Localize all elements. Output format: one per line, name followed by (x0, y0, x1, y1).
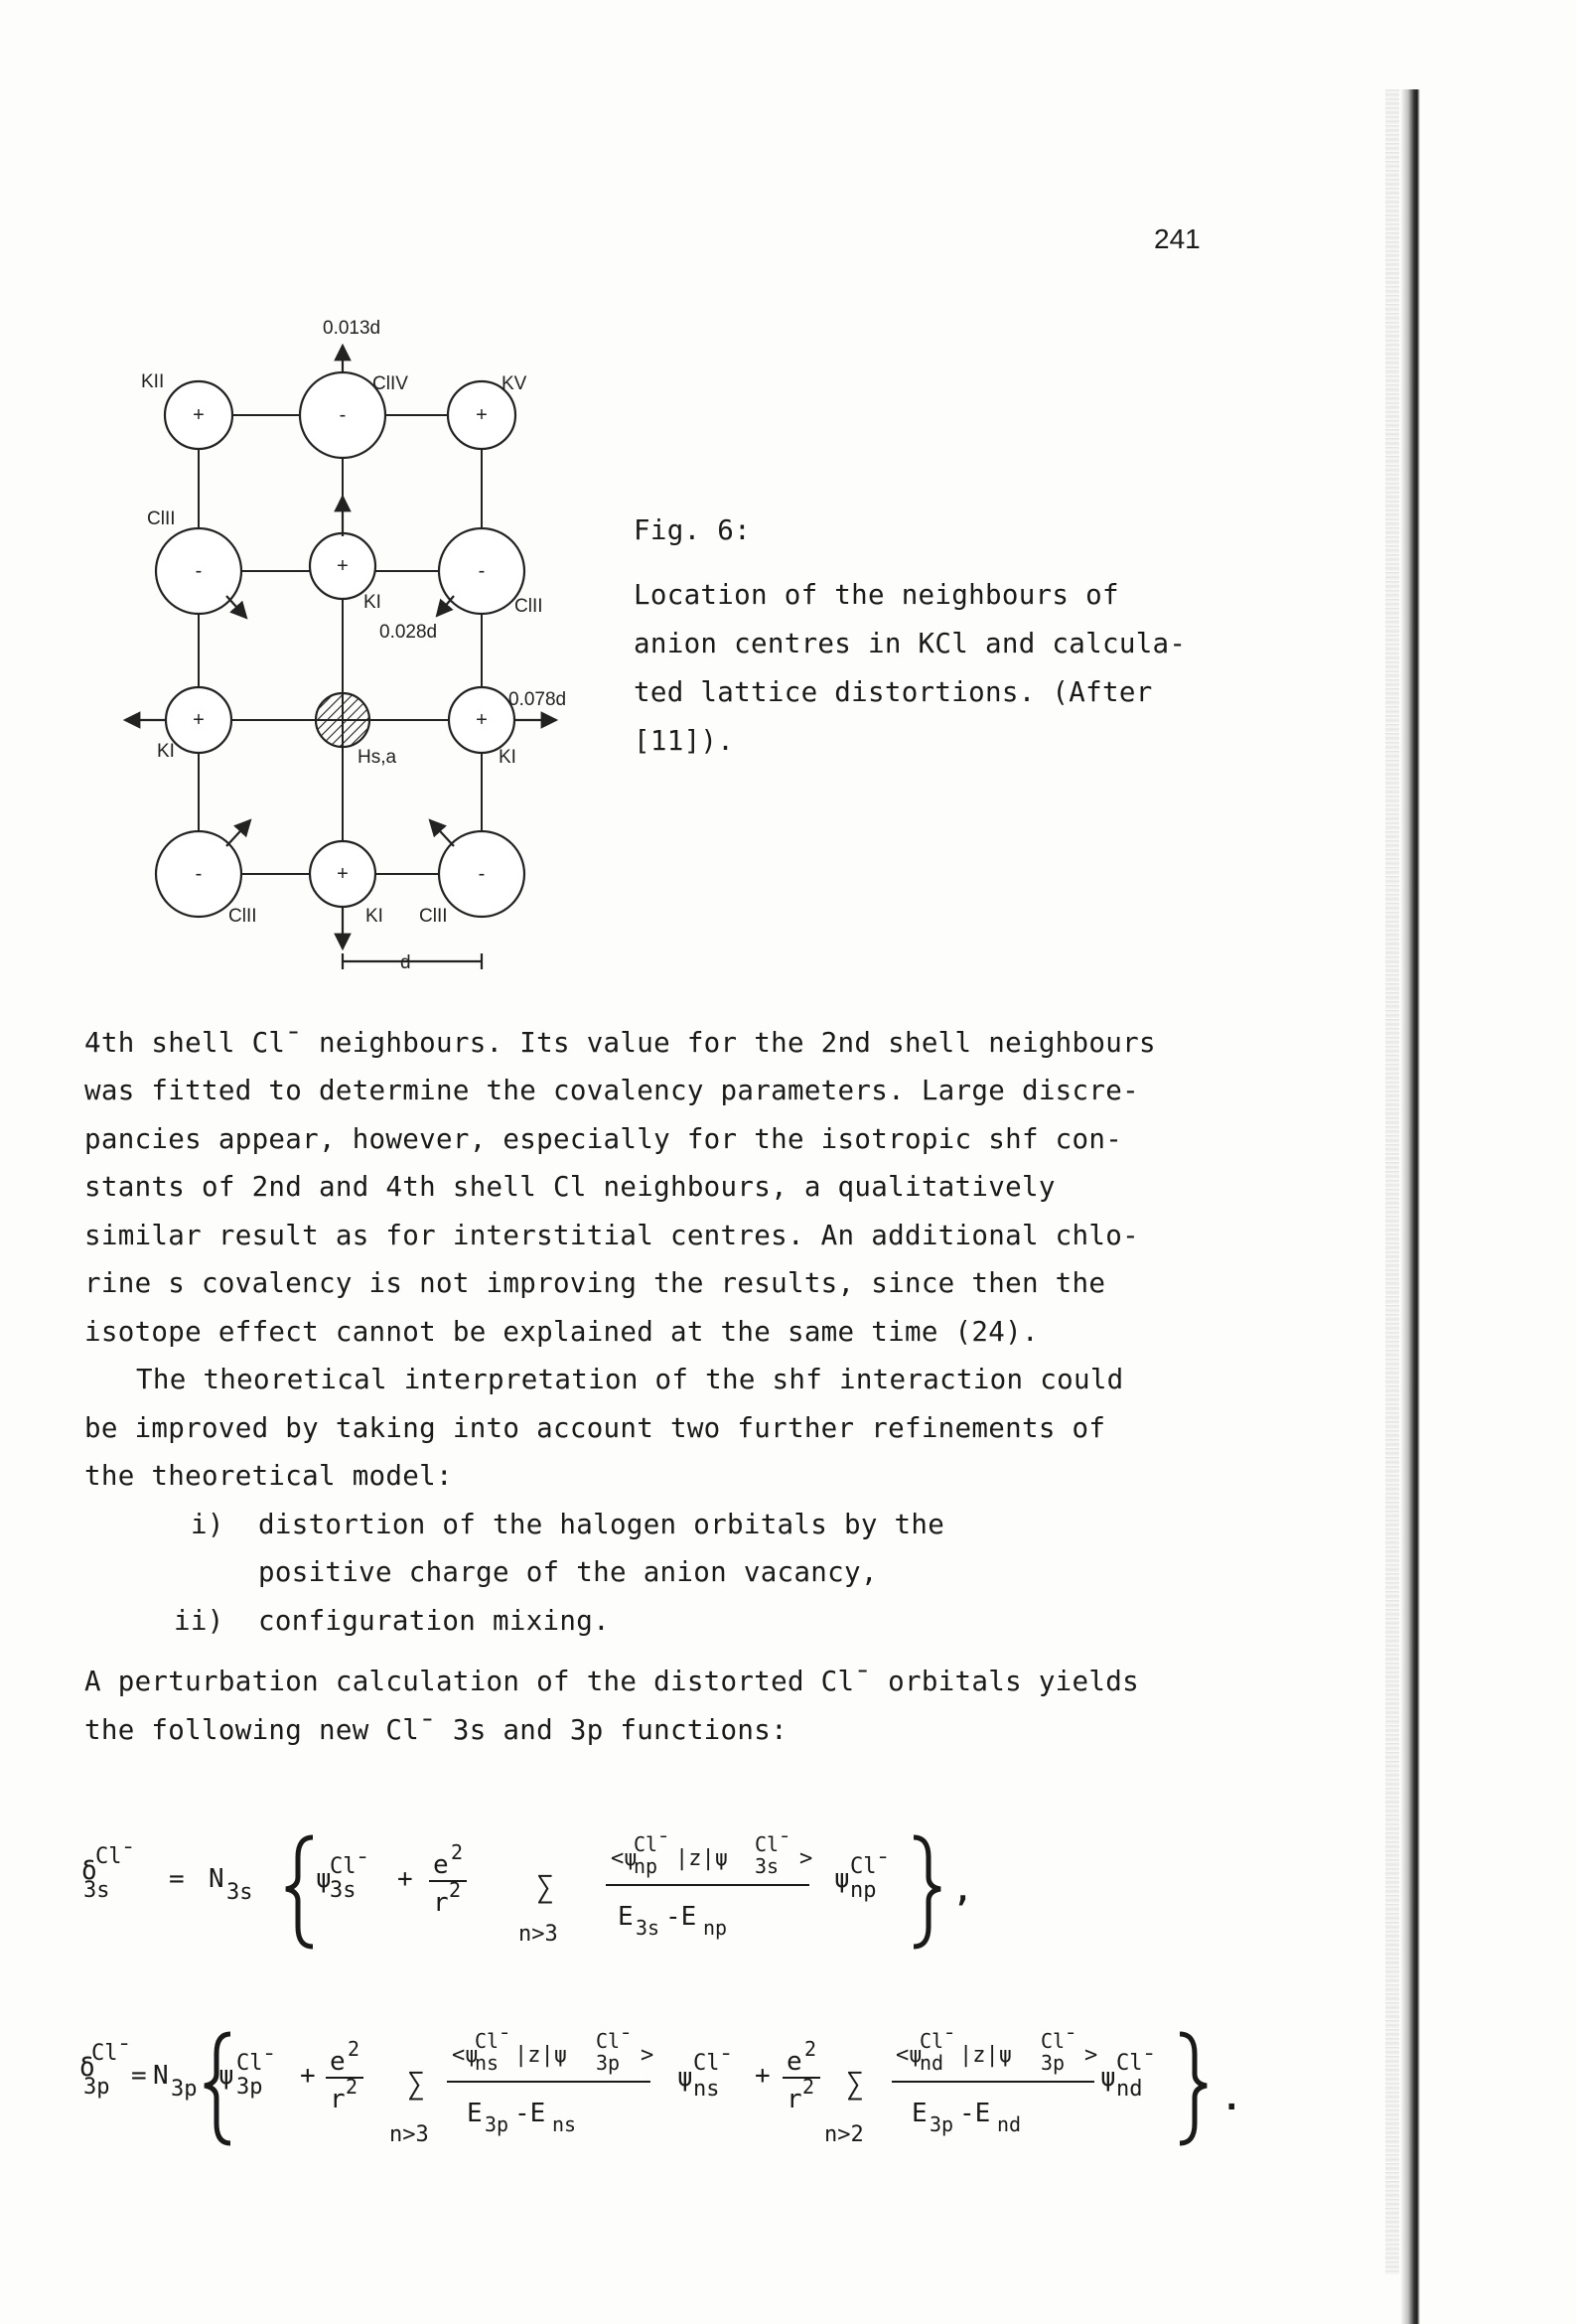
svg-text:>: > (799, 1846, 813, 1871)
svg-text:nd: nd (997, 2112, 1022, 2136)
scan-edge-shadow (1400, 89, 1420, 2324)
svg-text:3s: 3s (83, 1878, 110, 1903)
svg-text:=: = (131, 2061, 147, 2091)
label-top-displacement: 0.013d (323, 318, 381, 339)
list-item-line: distortion of the halogen orbitals by the (258, 1509, 945, 1540)
label-cl-left: ClII (147, 508, 176, 529)
figure-caption-line: ted lattice distortions. (After (634, 676, 1153, 708)
svg-text:E: E (467, 2099, 483, 2128)
svg-text:-E: -E (959, 2099, 991, 2128)
svg-text:np: np (850, 1878, 877, 1903)
svg-text:Cl¯: Cl¯ (91, 2041, 131, 2066)
svg-text:np: np (634, 1854, 658, 1878)
svg-text:ψ: ψ (316, 1864, 332, 1894)
brace-right (914, 1837, 940, 1947)
svg-text:Cl¯: Cl¯ (236, 2051, 276, 2076)
paragraph-line: similar result as for interstitial centres. An additional chlo- (84, 1220, 1139, 1251)
svg-text:n>3: n>3 (518, 1922, 558, 1947)
svg-text:3s: 3s (226, 1880, 253, 1905)
sign-minus: - (478, 560, 486, 582)
svg-text:-E: -E (514, 2099, 546, 2128)
svg-text:r: r (330, 2085, 346, 2114)
label-k-right: KI (499, 747, 516, 768)
label-k-inner: KI (363, 592, 381, 613)
svg-text:>: > (641, 2043, 654, 2068)
sign-minus: - (339, 404, 347, 426)
paragraph-line: stants of 2nd and 4th shell Cl neighbours, a qualitatively (84, 1171, 1056, 1203)
list-marker: ii) (174, 1605, 224, 1637)
svg-text:e: e (330, 2047, 346, 2077)
label-cl-top: ClIV (372, 373, 408, 394)
paragraph-line: was fitted to determine the covalency parameters. Large discre- (84, 1075, 1139, 1106)
label-k-top-right: KV (501, 373, 527, 394)
svg-text:e: e (433, 1850, 449, 1880)
svg-text:-E: -E (665, 1902, 697, 1932)
sign-plus: + (193, 709, 205, 731)
svg-text:2: 2 (804, 2037, 817, 2061)
svg-text:>: > (1084, 2043, 1098, 2068)
svg-text:Cl¯: Cl¯ (850, 1854, 890, 1879)
svg-text:ns: ns (693, 2077, 720, 2102)
lattice-figure (119, 298, 626, 993)
svg-text:3p: 3p (83, 2075, 110, 2100)
sign-plus: + (476, 709, 488, 731)
svg-text:δ: δ (81, 1856, 97, 1886)
svg-text:3p: 3p (1041, 2051, 1066, 2075)
svg-text:∑: ∑ (536, 1870, 555, 1905)
paragraph-line: pancies appear, however, especially for the isotropic shf con- (84, 1123, 1123, 1155)
svg-text:δ: δ (79, 2053, 95, 2083)
arrow-cl-bottom-left (226, 820, 250, 846)
svg-text:|z|ψ: |z|ψ (514, 2043, 567, 2068)
svg-text:=: = (169, 1864, 185, 1894)
ion-center-vacancy (316, 693, 369, 747)
figure-caption-line: anion centres in KCl and calcula- (634, 628, 1187, 659)
svg-text:Cl¯: Cl¯ (634, 1832, 670, 1856)
svg-text:3s: 3s (330, 1878, 357, 1903)
label-k-bottom: KI (365, 906, 383, 927)
svg-text:n>3: n>3 (389, 2122, 429, 2147)
label-cl-bottom-left: ClII (228, 906, 257, 927)
svg-text:2: 2 (348, 2037, 360, 2061)
svg-text:np: np (703, 1916, 728, 1940)
svg-text:r: r (433, 1888, 449, 1918)
svg-text:|z|ψ: |z|ψ (959, 2043, 1012, 2068)
svg-text:2: 2 (449, 1878, 462, 1902)
arrow-cl-left (226, 596, 246, 618)
svg-text:N: N (209, 1864, 224, 1894)
brace-right (1180, 2034, 1207, 2143)
svg-text:3p: 3p (485, 2112, 509, 2136)
svg-text:∑: ∑ (407, 2067, 426, 2102)
figure-caption-line: Location of the neighbours of (634, 579, 1119, 611)
svg-text:<ψ: <ψ (452, 2043, 479, 2068)
svg-text:3p: 3p (930, 2112, 954, 2136)
svg-text:3s: 3s (755, 1854, 780, 1878)
sign-plus: + (193, 404, 205, 426)
svg-text:Cl¯: Cl¯ (920, 2029, 956, 2053)
list-item-line: configuration mixing. (258, 1605, 610, 1637)
svg-text:Cl¯: Cl¯ (1116, 2051, 1156, 2076)
equation-delta-3s (70, 1798, 1063, 1966)
svg-text:N: N (153, 2061, 169, 2091)
svg-text:e: e (787, 2047, 802, 2077)
svg-text:3p: 3p (171, 2077, 198, 2102)
svg-text:Cl¯: Cl¯ (1041, 2029, 1077, 2053)
list-marker: i) (191, 1509, 224, 1540)
paragraph-line: 4th shell Cl¯ neighbours. Its value for the 2nd shell neighbours (84, 1027, 1156, 1059)
paragraph-line: The theoretical interpretation of the shf interaction could (136, 1364, 1124, 1395)
arrow-cl-right (437, 596, 454, 616)
label-right-displacement: 0.078d (508, 689, 567, 710)
svg-text:Cl¯: Cl¯ (475, 2029, 511, 2053)
svg-text:Cl¯: Cl¯ (95, 1844, 135, 1869)
svg-text:E: E (618, 1902, 634, 1932)
svg-text:ψ: ψ (1100, 2063, 1116, 2093)
sign-plus: + (337, 555, 349, 577)
svg-text:ψ: ψ (677, 2063, 693, 2093)
paragraph-line: isotope effect cannot be explained at the same time (24). (84, 1316, 1039, 1348)
svg-text:ns: ns (475, 2051, 500, 2075)
label-distance: d (400, 952, 411, 973)
paragraph-line: rine s covalency is not improving the results, since then the (84, 1267, 1106, 1299)
arrow-cl-bottom-right (430, 820, 454, 846)
figure-caption-line: [11]). (634, 725, 735, 757)
svg-text:Cl¯: Cl¯ (755, 1832, 791, 1856)
label-cl-bottom-right: ClII (419, 906, 448, 927)
label-cl-right: ClII (514, 596, 543, 617)
label-inner-displacement: 0.028d (379, 622, 438, 643)
svg-text:<ψ: <ψ (611, 1846, 638, 1871)
svg-text:2: 2 (346, 2075, 358, 2099)
paragraph-line: A perturbation calculation of the distorted Cl¯ orbitals yields (84, 1666, 1139, 1697)
label-center: Hs,a (358, 747, 397, 768)
paragraph-line: the theoretical model: (84, 1460, 453, 1492)
svg-text:3p: 3p (596, 2051, 621, 2075)
list-item-line: positive charge of the anion vacancy, (258, 1556, 878, 1588)
sign-minus: - (195, 560, 203, 582)
svg-text:2: 2 (451, 1840, 464, 1864)
scan-edge-noise (1385, 89, 1399, 2274)
page-number: 241 (1154, 223, 1201, 254)
sign-plus: + (476, 404, 488, 426)
svg-text:∑: ∑ (846, 2067, 865, 2102)
svg-text:+: + (755, 2061, 771, 2091)
svg-text:E: E (912, 2099, 928, 2128)
paragraph-line: be improved by taking into account two further refinements of (84, 1412, 1106, 1444)
svg-text:<ψ: <ψ (896, 2043, 923, 2068)
svg-text:2: 2 (802, 2075, 815, 2099)
svg-text:+: + (397, 1864, 413, 1894)
svg-text:|z|ψ: |z|ψ (675, 1846, 728, 1871)
label-k-left: KI (157, 741, 175, 762)
sign-minus: - (195, 863, 203, 885)
svg-text:ns: ns (552, 2112, 577, 2136)
svg-text:ψ: ψ (218, 2061, 234, 2091)
svg-text:nd: nd (1116, 2077, 1143, 2102)
svg-text:+: + (300, 2061, 316, 2091)
paragraph-line: the following new Cl¯ 3s and 3p functions: (84, 1714, 788, 1746)
svg-text:3p: 3p (236, 2075, 263, 2100)
svg-text:Cl¯: Cl¯ (596, 2029, 633, 2053)
svg-text:3s: 3s (636, 1916, 660, 1940)
lattice-lines (199, 415, 482, 874)
sign-minus: - (478, 863, 486, 885)
svg-text:r: r (787, 2085, 802, 2114)
sign-plus: + (337, 863, 349, 885)
svg-text:n>2: n>2 (824, 2122, 864, 2147)
svg-text:ψ: ψ (834, 1864, 850, 1894)
figure-caption-title: Fig. 6: (634, 514, 751, 546)
label-k-top-left: KII (141, 371, 165, 392)
svg-text:Cl¯: Cl¯ (693, 2051, 733, 2076)
equation-delta-3p (70, 1996, 1261, 2165)
brace-left (286, 1837, 313, 1947)
svg-text:nd: nd (920, 2051, 944, 2075)
svg-text:.: . (1221, 2079, 1242, 2118)
svg-text:,: , (953, 1871, 973, 1909)
svg-text:Cl¯: Cl¯ (330, 1854, 369, 1879)
